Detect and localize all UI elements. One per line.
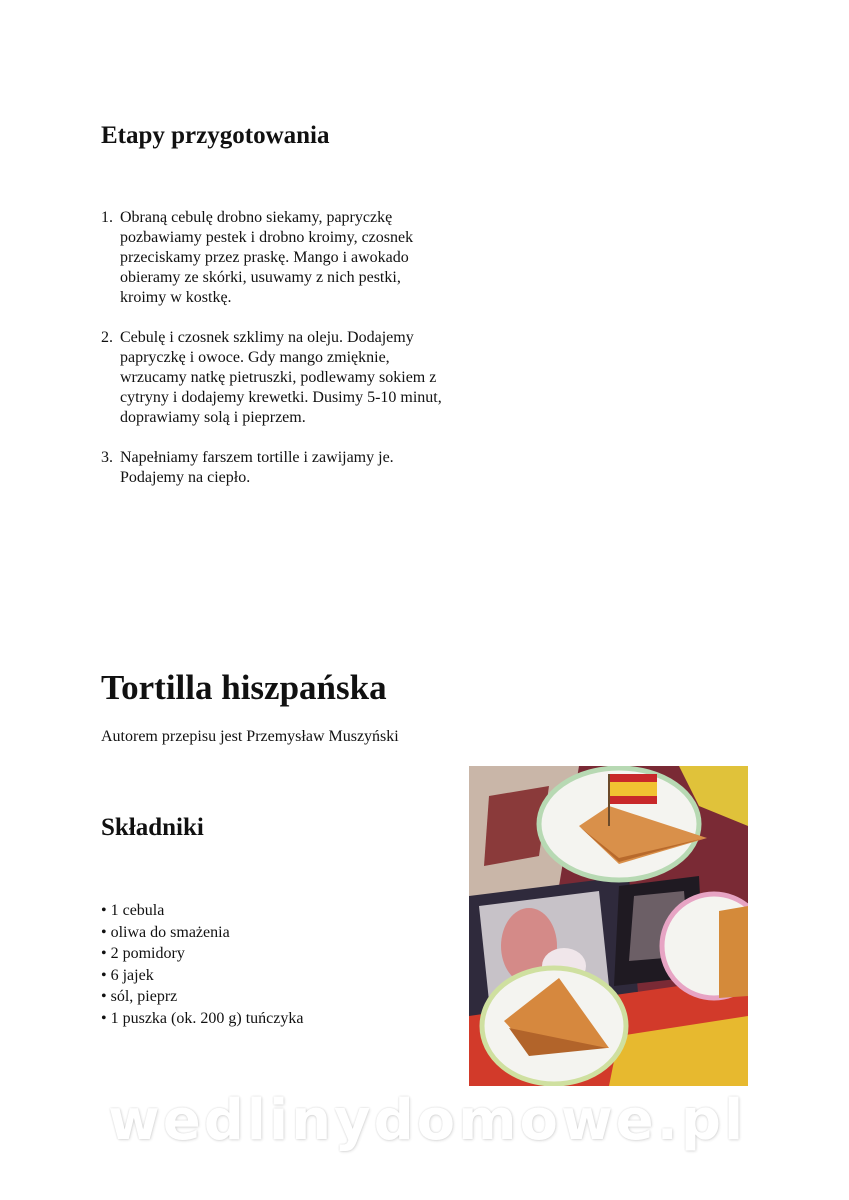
recipe-author: Autorem przepisu jest Przemysław Muszyński [101,728,399,745]
ingredients-heading: Składniki [101,814,204,841]
tortilla-photo [469,766,748,1086]
ingredient-item: • 6 jajek [101,966,154,984]
ingredients-list [101,900,303,1029]
step-number: 1. [101,209,113,226]
step-text: Obraną cebulę drobno siekamy, papryczkę pozbawiamy pestek i drobno kroimy, czosnek przeciskamy przez praskę. Mango i awokado obieramy ze skórki, usuwamy z nich pestki, kroimy w kostkę. [120,209,414,306]
steps-list [101,208,451,508]
step-item [101,328,451,428]
ingredient-item: • 2 pomidory [101,945,185,962]
step-number: 2. [101,329,113,346]
step-item [101,208,451,308]
watermark: wedlinydomowe.pl [108,1088,747,1153]
step-number: 3. [101,449,113,466]
steps-heading: Etapy przygotowania [101,122,330,149]
ingredient-item: • sól, pieprz [101,988,178,1005]
step-item [101,448,451,488]
ingredient-item: • 1 cebula [101,902,165,919]
ingredient-item: • 1 puszka (ok. 200 g) tuńczyka [101,1009,304,1027]
recipe-title: Tortilla hiszpańska [101,668,387,707]
step-text: Napełniamy farszem tortille i zawijamy je. Podajemy na ciepło. [120,449,394,486]
step-text: Cebulę i czosnek szklimy na oleju. Dodajemy papryczkę i owoce. Gdy mango zmięknie, wrzucamy natkę pietruszki, podlewamy sokiem z cytryny i dodajemy krewetki. Dusimy 5-10 minut, doprawiamy solą i pieprzem. [120,329,442,426]
ingredient-item: • oliwa do smażenia [101,923,230,941]
